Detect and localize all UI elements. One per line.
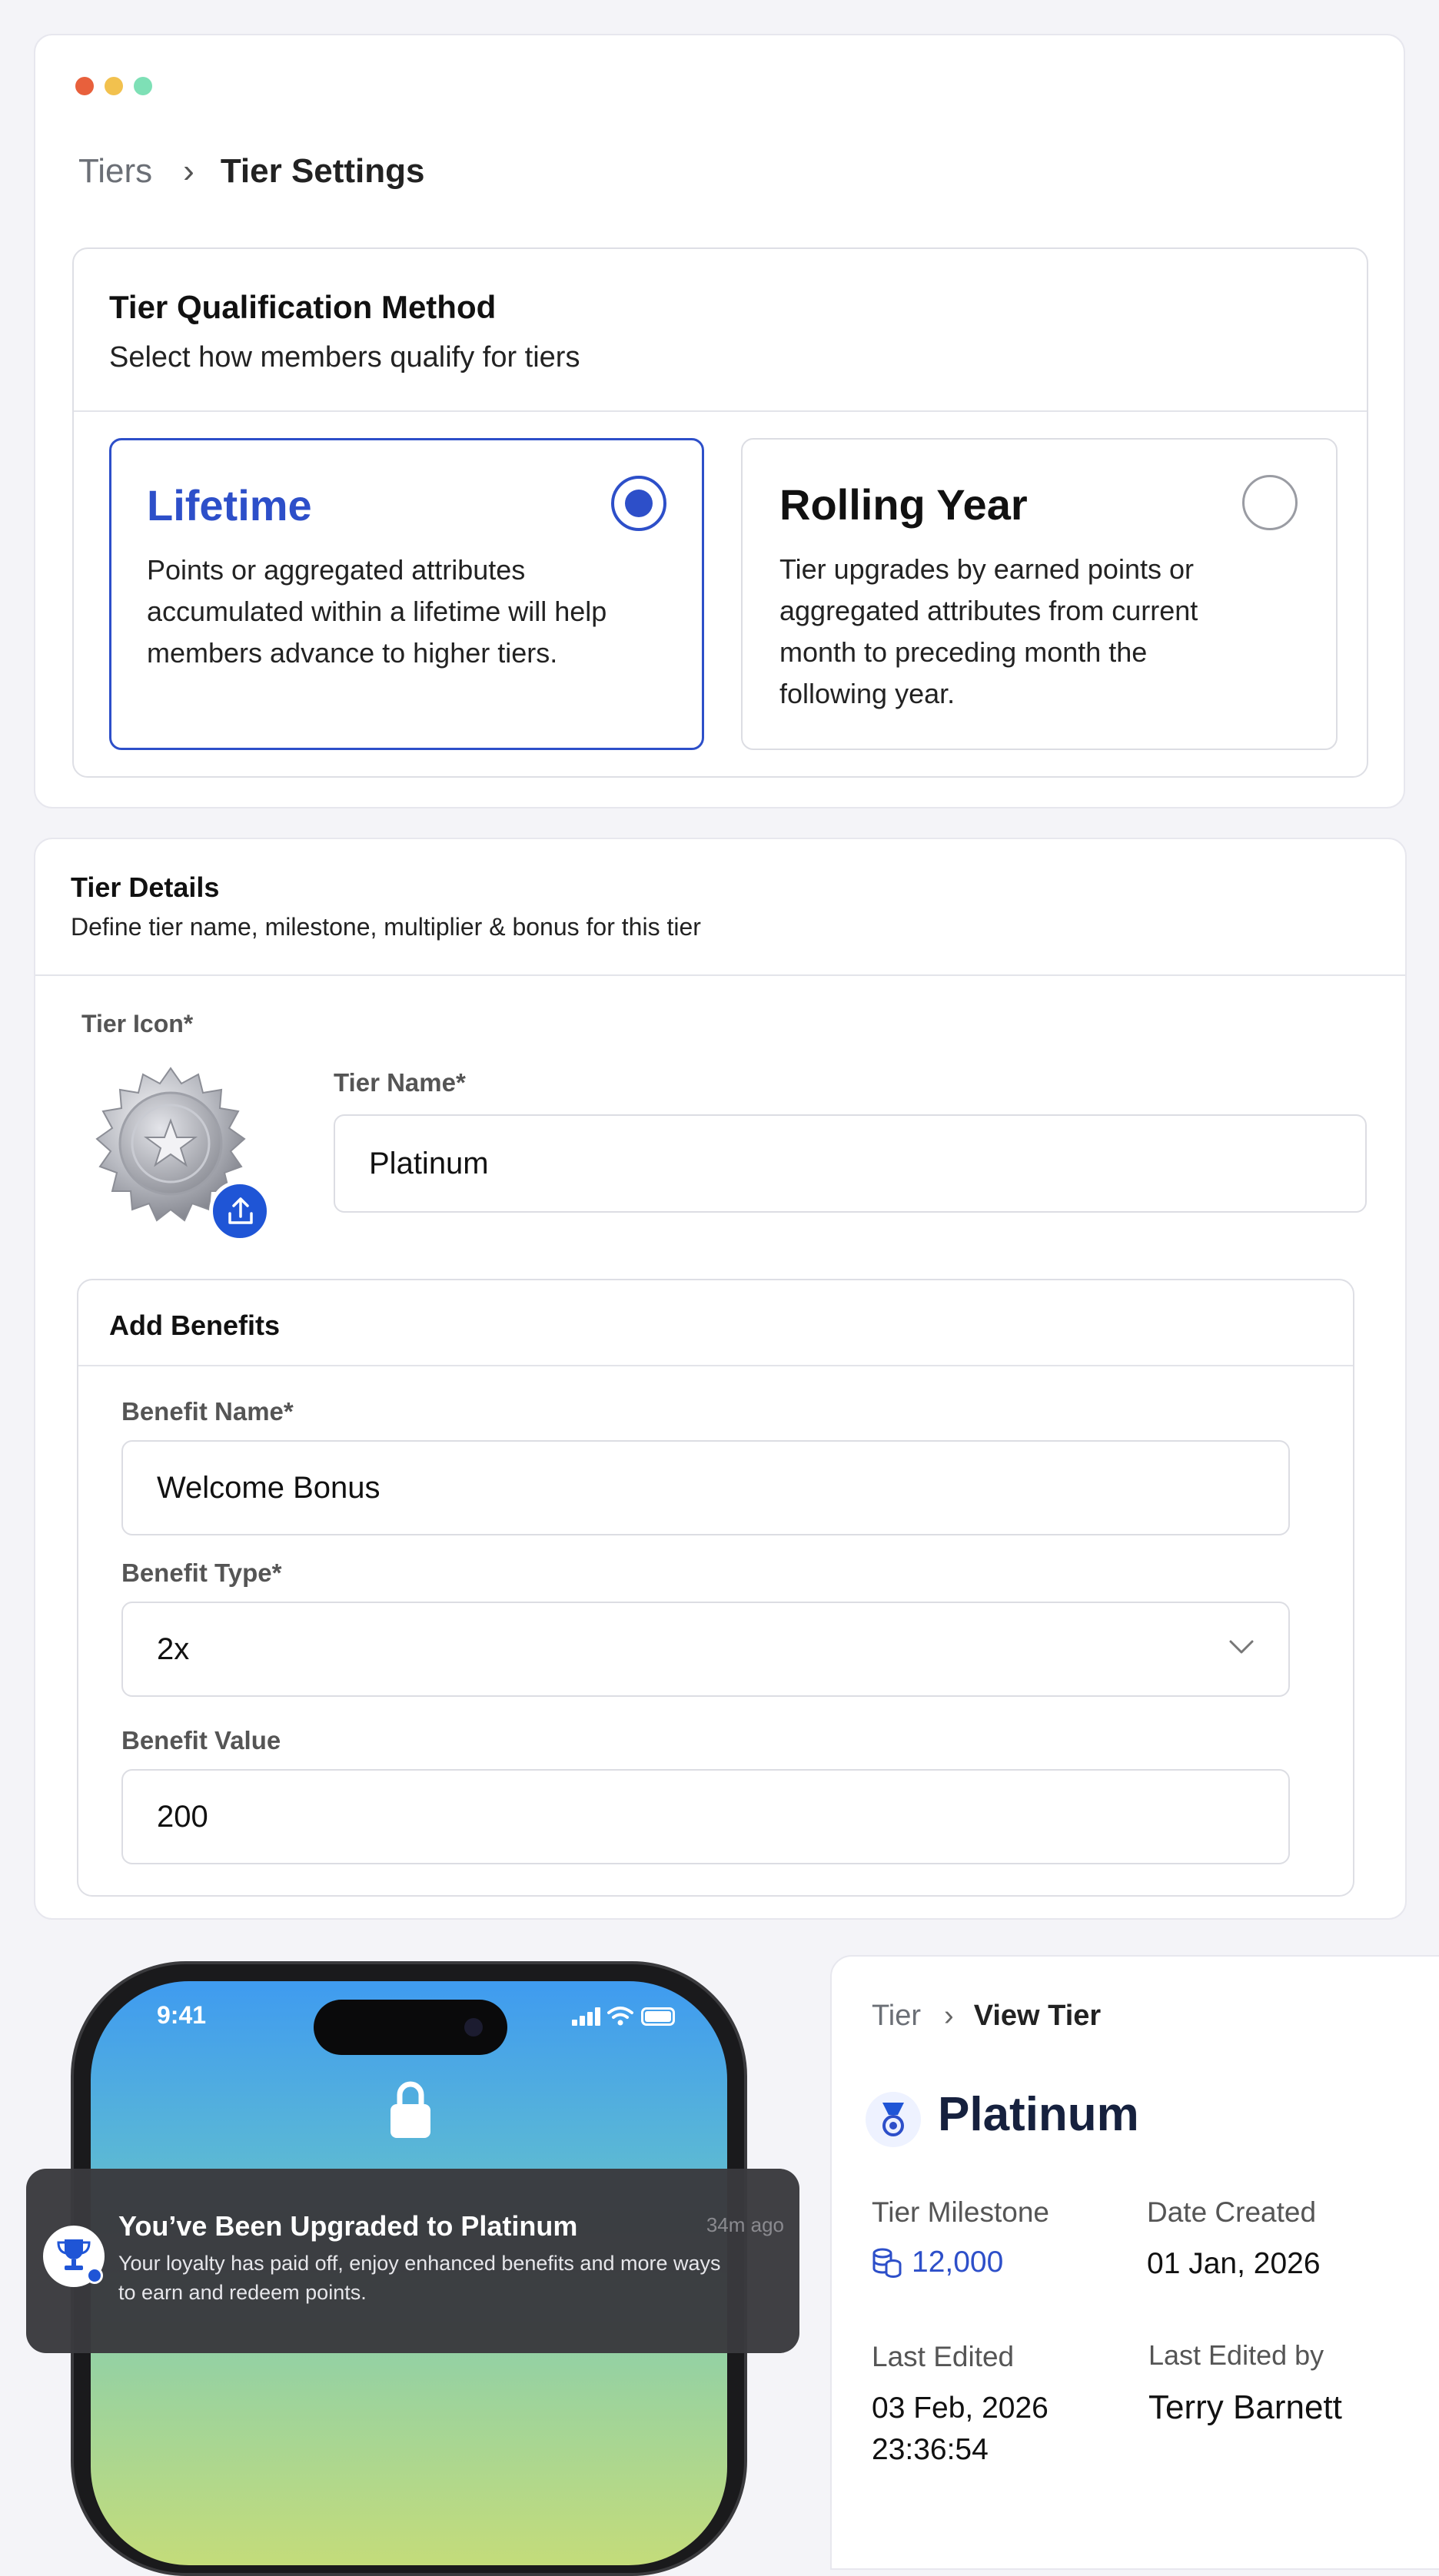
phone-time: 9:41 [157, 2001, 207, 2029]
chevron-down-icon [1228, 1638, 1255, 1655]
qualification-title: Tier Qualification Method [109, 289, 497, 325]
dynamic-island [314, 2000, 507, 2055]
notification-body-line1: Your loyalty has paid off, enjoy enhanced benefits and more ways [118, 2252, 721, 2275]
add-benefits-divider [78, 1365, 1353, 1366]
upload-icon-button[interactable] [209, 1180, 271, 1242]
view-tier-card [830, 1955, 1439, 2570]
trophy-icon [55, 2236, 92, 2275]
last-edited-time: 23:36:54 [872, 2433, 989, 2466]
add-benefits-panel [77, 1279, 1354, 1897]
tier-settings-window [34, 34, 1405, 808]
medal-ribbon-icon [878, 2101, 909, 2138]
signal-icon [572, 2007, 603, 2026]
option-rolling-year-title: Rolling Year [779, 480, 1028, 529]
tier-details-title: Tier Details [71, 871, 220, 903]
tier-milestone-value-row [872, 2246, 1003, 2279]
benefit-type-select[interactable] [121, 1602, 1290, 1697]
breadcrumb [78, 152, 425, 191]
view-tier-breadcrumb [872, 2000, 1101, 2033]
option-rolling-year[interactable] [741, 438, 1338, 750]
view-tier-breadcrumb-current: View Tier [973, 2000, 1102, 2032]
battery-icon [641, 2007, 675, 2026]
qualification-subtitle: Select how members qualify for tiers [109, 341, 580, 373]
wifi-icon [607, 2006, 633, 2026]
view-tier-breadcrumb-parent[interactable]: Tier [872, 2000, 922, 2032]
view-tier-breadcrumb-separator-icon: › [944, 2000, 954, 2032]
notification-title: You’ve Been Upgraded to Platinum [118, 2210, 578, 2242]
tier-icon-label: Tier Icon* [81, 1010, 194, 1037]
lifetime-radio-selected[interactable] [611, 476, 666, 531]
tier-details-card [34, 838, 1407, 1920]
battery-fill [645, 2011, 671, 2022]
last-edited-label: Last Edited [872, 2341, 1015, 2372]
last-edited-by-label: Last Edited by [1148, 2339, 1324, 2371]
benefit-value-label: Benefit Value [121, 1726, 281, 1754]
window-close-dot[interactable] [75, 77, 94, 95]
option-lifetime[interactable] [109, 438, 704, 750]
notification-time: 34m ago [706, 2213, 784, 2236]
option-lifetime-title: Lifetime [147, 481, 312, 529]
upgrade-notification[interactable] [26, 2169, 799, 2353]
notification-app-icon [43, 2226, 105, 2287]
tier-details-subtitle: Define tier name, milestone, multiplier & bonus for this tier [71, 913, 701, 941]
notification-badge-dot [86, 2267, 103, 2284]
qualification-divider [74, 410, 1367, 412]
add-benefits-title: Add Benefits [109, 1310, 281, 1341]
view-tier-name: Platinum [938, 2088, 1139, 2141]
notification-body-line2: to earn and redeem points. [118, 2281, 367, 2304]
tier-milestone-label: Tier Milestone [872, 2196, 1049, 2228]
qualification-panel [72, 247, 1368, 778]
upload-icon [227, 1197, 254, 1227]
tier-name-input[interactable]: Platinum [334, 1114, 1367, 1213]
lock-icon [389, 2078, 432, 2139]
benefit-type-label: Benefit Type* [121, 1559, 282, 1587]
tier-name-label: Tier Name* [334, 1068, 466, 1097]
window-maximize-dot[interactable] [134, 77, 152, 95]
last-edited-date: 03 Feb, 2026 [872, 2392, 1049, 2425]
option-lifetime-description: Points or aggregated attributes accumulated within a lifetime will help members advance to higher tiers. [147, 554, 607, 669]
option-rolling-year-description: Tier upgrades by earned points or aggregated attributes from current month to preceding month the following year. [779, 553, 1198, 709]
camera-dot [464, 2018, 483, 2037]
breadcrumb-separator-icon: › [183, 152, 194, 190]
benefit-name-input[interactable]: Welcome Bonus [121, 1440, 1290, 1535]
last-edited-by-value: Terry Barnett [1148, 2388, 1342, 2426]
date-created-label: Date Created [1147, 2196, 1317, 2228]
tier-details-divider [35, 974, 1405, 976]
breadcrumb-current: Tier Settings [220, 152, 425, 190]
window-minimize-dot[interactable] [105, 77, 123, 95]
benefit-name-label: Benefit Name* [121, 1397, 294, 1426]
benefit-type-value: 2x [157, 1632, 190, 1666]
view-tier-badge [866, 2092, 921, 2147]
coins-icon [872, 2246, 902, 2279]
tier-milestone-value: 12,000 [912, 2246, 1004, 2279]
benefit-value-input[interactable]: 200 [121, 1769, 1290, 1864]
rolling-year-radio[interactable] [1242, 475, 1298, 530]
breadcrumb-parent-link[interactable]: Tiers [78, 152, 153, 190]
date-created-value: 01 Jan, 2026 [1147, 2247, 1321, 2280]
radio-inner-dot [625, 490, 653, 517]
